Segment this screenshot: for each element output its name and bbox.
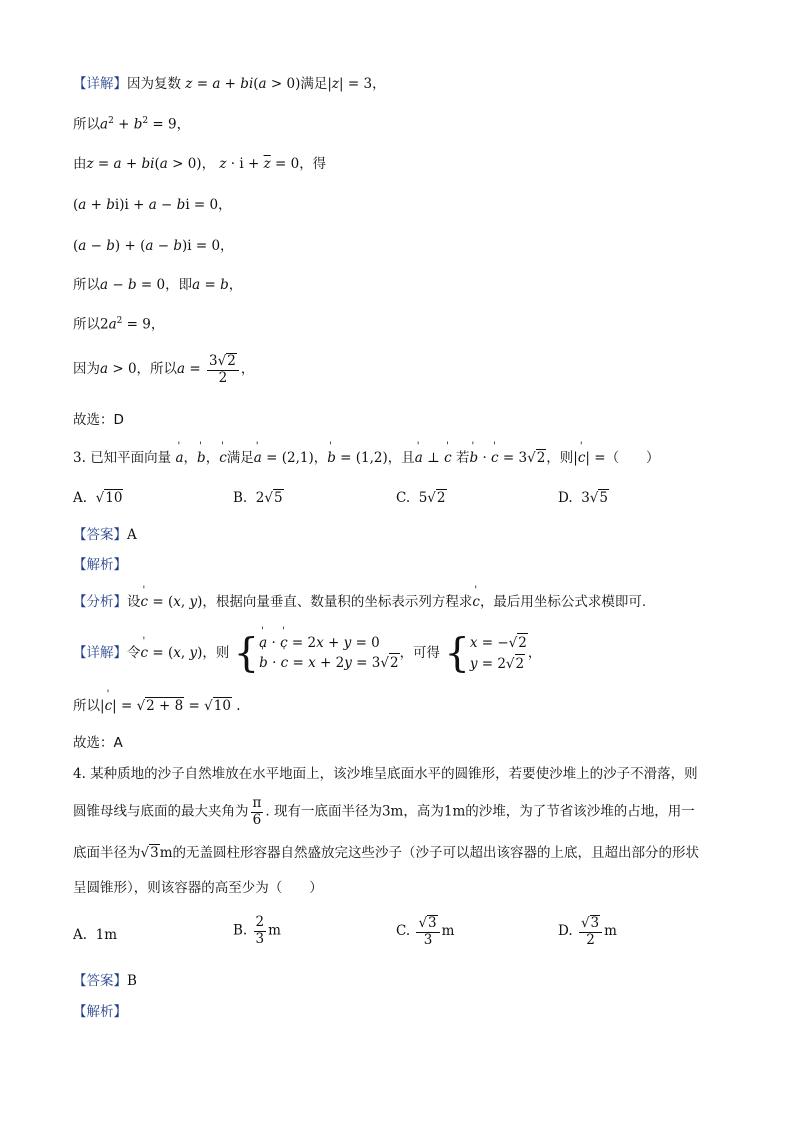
q3-so: 所以|' c| = √2 + 8 = √10 . (73, 697, 241, 714)
detail-line-7: 所以$2a^2 = 9$， (73, 316, 165, 333)
detail-line-5: (a − b) + (a − b)i = 0， (73, 238, 234, 254)
q3-jiexi: 【解析】 (73, 557, 127, 573)
q4-option-b: B. $\frac{2}{3}$ m (233, 914, 281, 947)
q4-option-d: D. $\frac{√3}{2}$ m (558, 915, 617, 948)
q3-option-c: C. 5√2 (396, 490, 446, 506)
q4-jiexi: 【解析】 (73, 1004, 127, 1020)
detail-line-4: (a + bi)i + a − bi = 0， (73, 197, 232, 213)
q3-answer: 【答案】A (73, 527, 137, 543)
q4-stem-line-1: 4. 某种质地的沙子自然堆放在水平地面上，该沙堆呈底面水平的圆锥形，若要使沙堆上的沙子不滑落，则 (73, 766, 698, 782)
choose-d: 故选：D (73, 412, 124, 428)
q3-stem: 3. 已知平面向量 ' a，' b，' c满足' a = (2,1)，' b = (1,2)，且' a ⊥ ' c 若' b · ' c = 3√2，则|' c| =（ ） (73, 449, 660, 466)
q4-option-c: C. $\frac{√3}{3}$ m (396, 915, 455, 948)
detail-line-3: 由z = a + bi(a > 0)， $z \cdot i + \overline{z} = 0$，得 (73, 156, 327, 172)
detail-tag: 【详解】 (73, 76, 127, 92)
choose-a: 故选：A (73, 735, 123, 751)
q4-option-a: A. 1m (73, 927, 118, 943)
q4-answer: 【答案】B (73, 973, 137, 989)
detail-line-8: 因为a > 0，所以a = $\frac{3√2}{2}$ ， (73, 353, 255, 386)
q3-option-b: B. 2√5 (233, 490, 283, 506)
detail-line-1: 【详解】因为复数 z = a + bi(a > 0)满足|z| = 3， (73, 76, 386, 92)
q3-analysis: 【分析】设' c = (x, y)，根据向量垂直、数量积的坐标表示列方程求' c，最后用坐标公式求模即可. (73, 594, 646, 610)
q4-stem-line-3: 底面半径为√3m的无盖圆柱形容器自然盛放完这些沙子（沙子可以超出该容器的上底，且超出部分的形状 (73, 845, 700, 861)
q4-stem-line-2: 圆锥母线与底面的最大夹角为 $\frac{\pi}{6}$ . 现有一底面半径为3m，高为1m的沙堆，为了节省该沙堆的占地，用一 (73, 795, 695, 828)
q4-stem-line-4: 呈圆锥形），则该容器的高至少为（ ） (73, 880, 323, 896)
q3-detail: 【详解】令' c = (x, y)，则 {' a · ' c = 2x + y = 0 ' b · ' c = x + 2y = 3√2，可得 {x = −√2 y = 2√2， (73, 633, 541, 674)
detail-line-2: 所以$a^2 + b^2 = 9$， (73, 116, 191, 133)
q3-option-d: D. 3√5 (558, 490, 609, 506)
q3-option-a: A. √10 (73, 490, 123, 506)
detail-line-6: 所以a − b = 0，即a = b， (73, 277, 243, 293)
